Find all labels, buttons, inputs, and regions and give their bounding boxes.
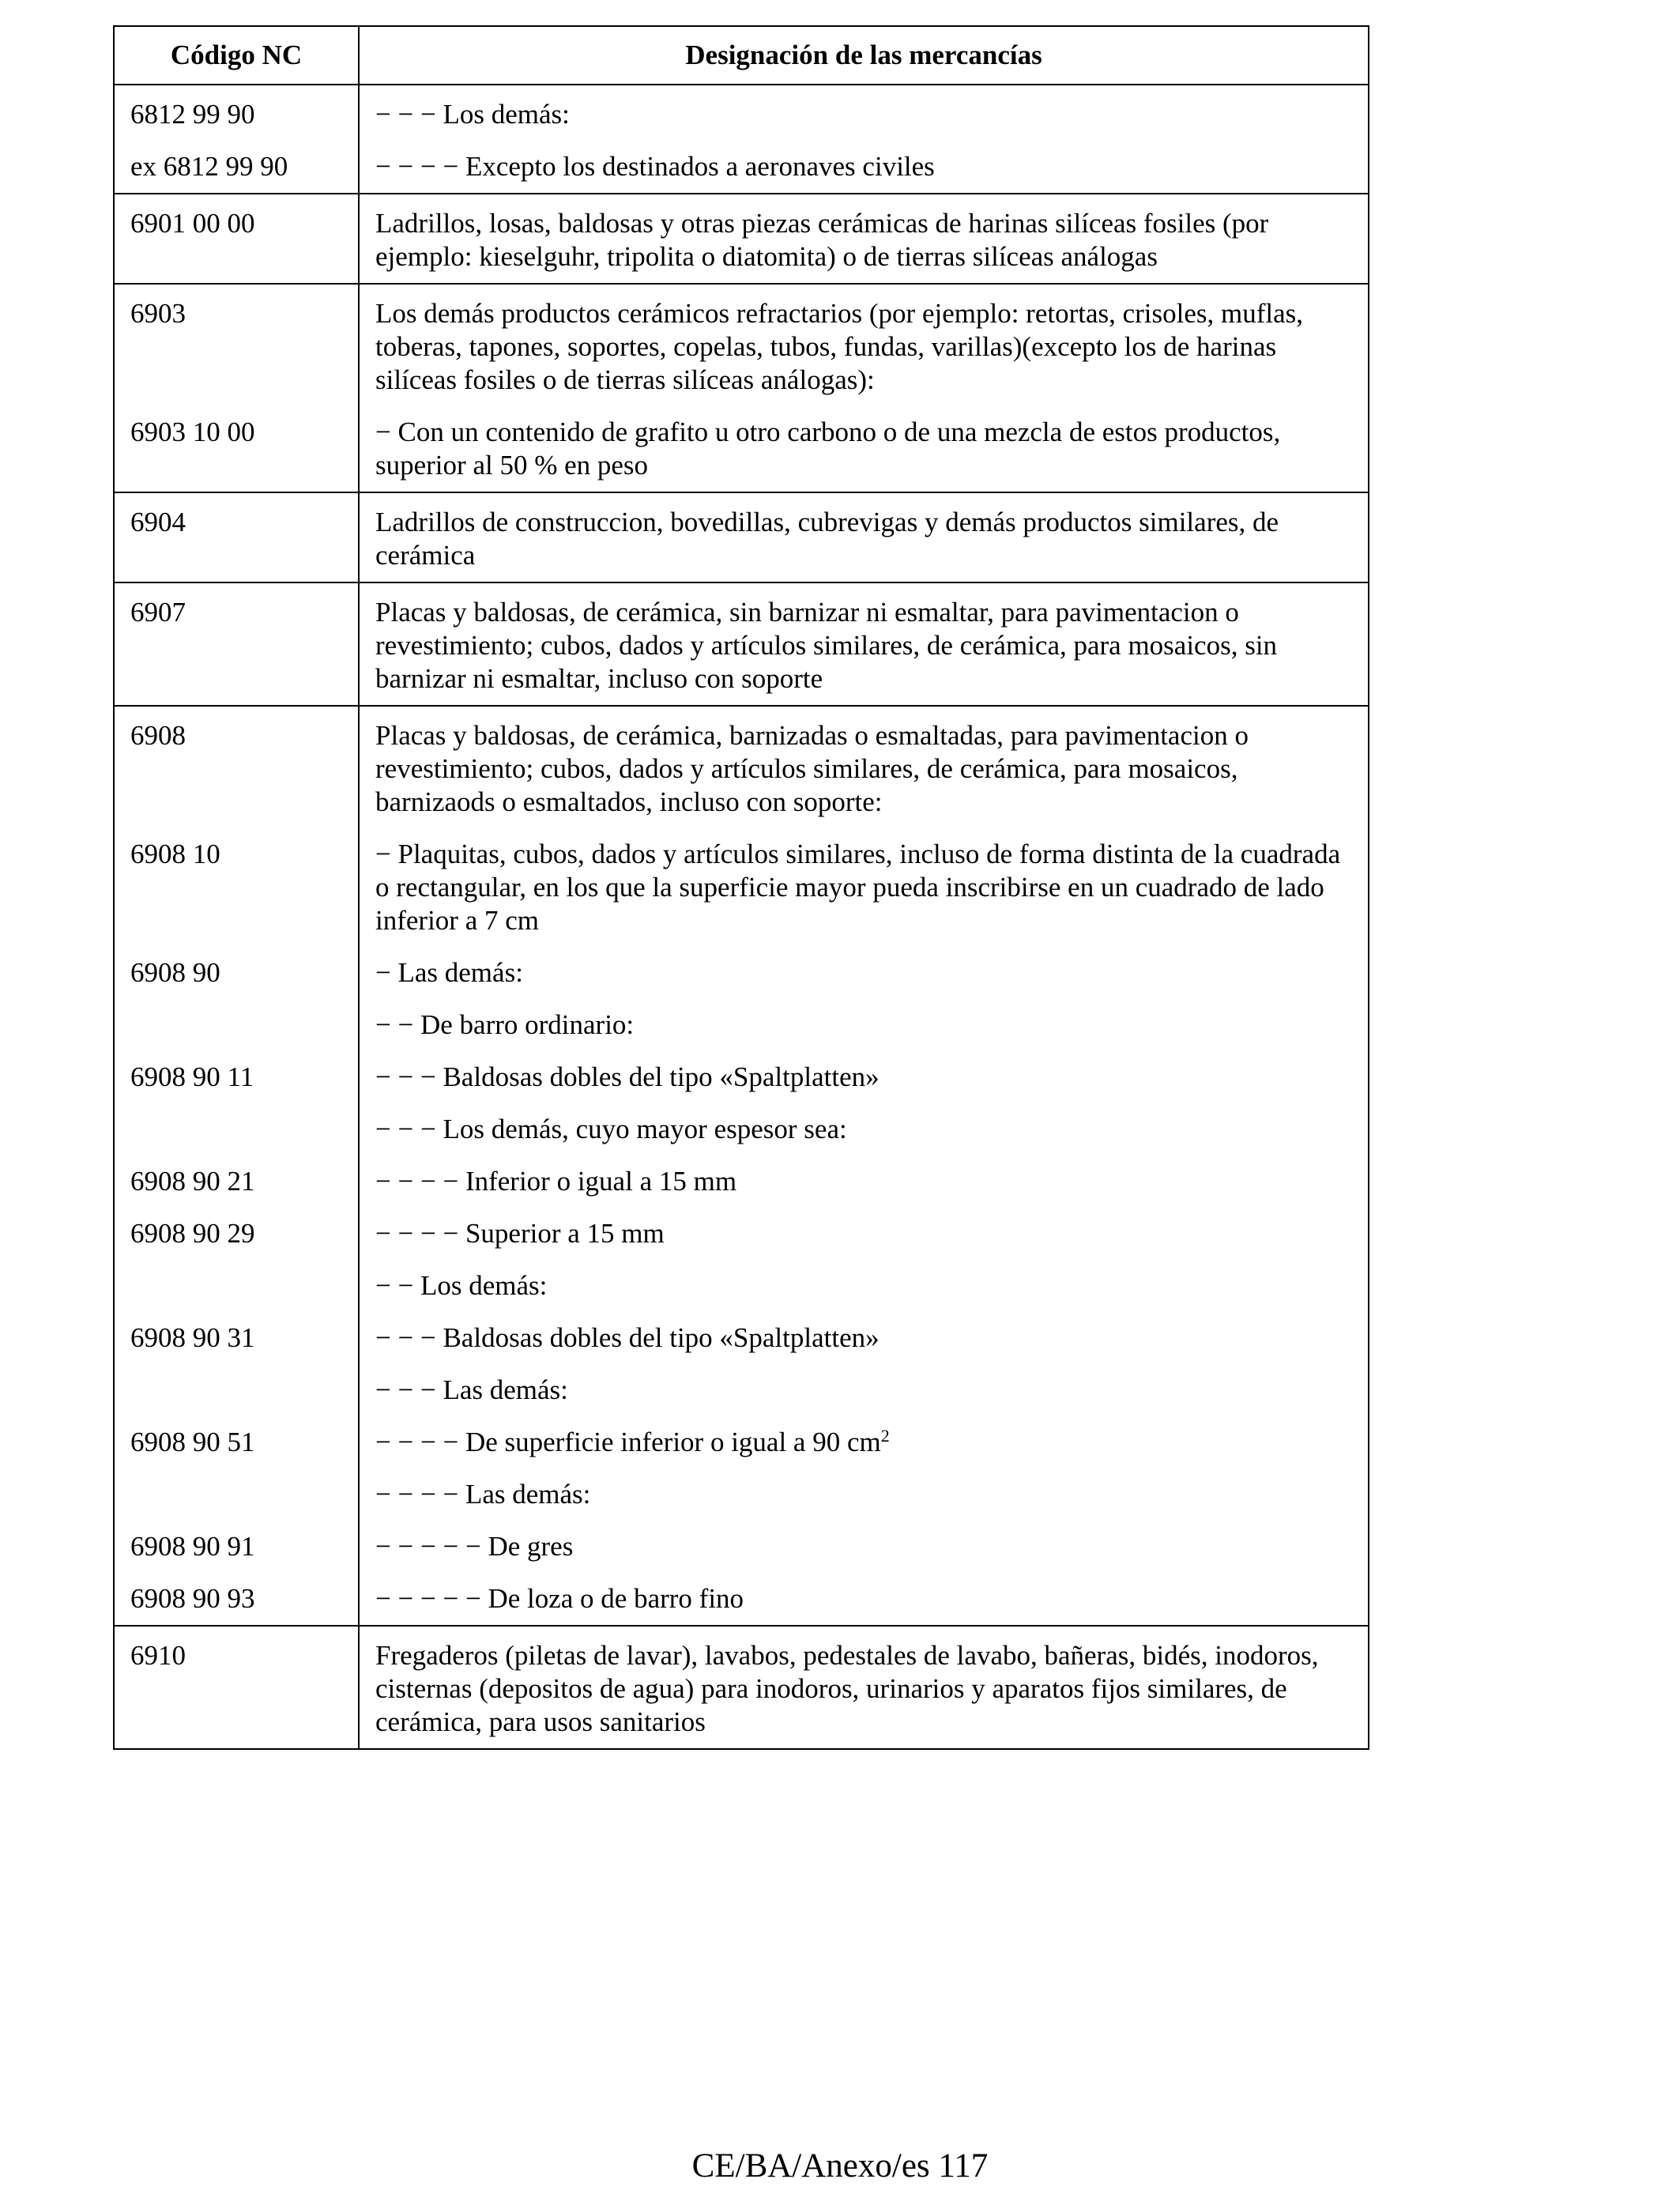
description-cell <box>359 85 1369 141</box>
description-cell <box>359 1208 1369 1260</box>
description-text: − − − Los demás, cuyo mayor espesor sea: <box>375 1114 847 1144</box>
table-row <box>114 999 1369 1051</box>
table-row <box>114 1416 1369 1468</box>
description-cell <box>359 1312 1369 1364</box>
description-text: Ladrillos, losas, baldosas y otras piezas cerámicas de harinas silíceas fosiles (por ejemplo: kieselguhr, tripolita o diatomita) o de tierras silíceas análogas <box>375 208 1269 272</box>
nc-code-cell <box>114 1260 359 1312</box>
description-text: − − De barro ordinario: <box>375 1009 635 1040</box>
table-row <box>114 492 1369 582</box>
unit-superscript: 2 <box>880 1426 890 1446</box>
description-text: − − − − Excepto los destinados a aeronaves civiles <box>375 151 935 182</box>
description-text: − − − − Las demás: <box>375 1479 591 1510</box>
table-row <box>114 1103 1369 1155</box>
nc-code-cell: 6908 90 51 <box>114 1416 359 1468</box>
table-row <box>114 284 1369 406</box>
description-cell <box>359 284 1369 406</box>
table-row <box>114 85 1369 141</box>
description-cell <box>359 406 1369 492</box>
table-row <box>114 1521 1369 1573</box>
description-cell <box>359 1364 1369 1416</box>
description-cell <box>359 492 1369 582</box>
description-text: − − − − Superior a 15 mm <box>375 1218 665 1249</box>
table-row <box>114 1573 1369 1626</box>
description-text: − Plaquitas, cubos, dados y artículos similares, incluso de forma distinta de la cuadrada o rectangular, en los que la superficie mayor pueda inscribirse en un cuadrado de lado inferior a 7 cm <box>375 839 1341 936</box>
nc-code-cell: 6908 90 <box>114 947 359 999</box>
table-row <box>114 1260 1369 1312</box>
nc-code-cell: 6812 99 90 <box>114 85 359 141</box>
description-cell <box>359 999 1369 1051</box>
nc-code-cell: 6910 <box>114 1626 359 1749</box>
description-text: Placas y baldosas, de cerámica, barnizadas o esmaltadas, para pavimentacion o revestimiento; cubos, dados y artículos similares, de cerámica, para mosaicos, barnizaods o esmaltados, incluso con soporte: <box>375 720 1249 817</box>
nc-code-cell: 6908 90 29 <box>114 1208 359 1260</box>
description-text: − − − − Inferior o igual a 15 mm <box>375 1166 737 1197</box>
table-header <box>114 26 1369 85</box>
table-body <box>114 85 1369 1749</box>
description-text: Ladrillos de construccion, bovedillas, cubrevigas y demás productos similares, de cerámica <box>375 507 1279 571</box>
nc-code-cell: 6908 90 91 <box>114 1521 359 1573</box>
description-cell <box>359 1626 1369 1749</box>
description-text: − Con un contenido de grafito u otro carbono o de una mezcla de estos productos, superior al 50 % en peso <box>375 417 1281 481</box>
description-text: − − − − − De gres <box>375 1531 574 1562</box>
table-row <box>114 141 1369 194</box>
description-cell <box>359 1521 1369 1573</box>
description-cell <box>359 141 1369 194</box>
nc-code-cell: 6903 <box>114 284 359 406</box>
table-row <box>114 582 1369 706</box>
description-cell <box>359 1155 1369 1208</box>
table-row <box>114 194 1369 284</box>
description-text: − − − − De superficie inferior o igual a 90 cm <box>375 1427 881 1457</box>
header-description: Designación de las mercancías <box>359 26 1369 85</box>
description-text: − − − Los demás: <box>375 99 570 130</box>
description-text: − − − Baldosas dobles del tipo «Spaltplatten» <box>375 1061 880 1092</box>
page-footer: CE/BA/Anexo/es 117 <box>691 2147 989 2185</box>
nc-code-cell: 6908 10 <box>114 828 359 947</box>
table-row <box>114 1208 1369 1260</box>
description-text: Placas y baldosas, de cerámica, sin barnizar ni esmaltar, para pavimentacion o revestimiento; cubos, dados y artículos similares, de cerámica, para mosaicos, sin barnizar ni esmaltar, incluso con soporte <box>375 597 1278 694</box>
nc-code-cell: 6908 90 93 <box>114 1573 359 1626</box>
nc-code-cell: 6908 90 31 <box>114 1312 359 1364</box>
table-row <box>114 1364 1369 1416</box>
nc-code-cell <box>114 1468 359 1521</box>
description-cell <box>359 1416 1369 1468</box>
table-row <box>114 828 1369 947</box>
nc-codes-table <box>113 25 1369 1750</box>
nc-code-cell: 6908 <box>114 706 359 828</box>
description-cell <box>359 1468 1369 1521</box>
nc-code-cell <box>114 999 359 1051</box>
nc-code-cell: 6907 <box>114 582 359 706</box>
description-cell <box>359 706 1369 828</box>
description-cell <box>359 1103 1369 1155</box>
table-row <box>114 406 1369 492</box>
description-text: Los demás productos cerámicos refractarios (por ejemplo: retortas, crisoles, muflas, toberas, tapones, soportes, copelas, tubos, fundas, varillas)(excepto los de harinas silíceas fosiles o de tierras silíceas análogas): <box>375 298 1304 395</box>
table-row <box>114 1155 1369 1208</box>
description-cell <box>359 828 1369 947</box>
table-row <box>114 1312 1369 1364</box>
description-text: − − − − − De loza o de barro fino <box>375 1583 744 1614</box>
table-row <box>114 947 1369 999</box>
description-text: − − − Las demás: <box>375 1374 568 1405</box>
nc-code-cell <box>114 1103 359 1155</box>
description-cell <box>359 1051 1369 1103</box>
header-code: Código NC <box>114 26 359 85</box>
table-row <box>114 706 1369 828</box>
description-text: − − − Baldosas dobles del tipo «Spaltplatten» <box>375 1322 880 1353</box>
nc-code-cell: 6903 10 00 <box>114 406 359 492</box>
table-row <box>114 1468 1369 1521</box>
nc-code-cell: ex 6812 99 90 <box>114 141 359 194</box>
description-text: Fregaderos (piletas de lavar), lavabos, pedestales de lavabo, bañeras, bidés, inodoros, cisternas (depositos de agua) para inodoros, urinarios y aparatos fijos similares, de cerámica, para usos sanitarios <box>375 1640 1319 1737</box>
nc-code-cell: 6908 90 21 <box>114 1155 359 1208</box>
description-cell <box>359 947 1369 999</box>
description-cell <box>359 1260 1369 1312</box>
nc-code-cell: 6908 90 11 <box>114 1051 359 1103</box>
description-cell <box>359 194 1369 284</box>
header-row <box>114 26 1369 85</box>
description-cell <box>359 1573 1369 1626</box>
nc-code-cell: 6901 00 00 <box>114 194 359 284</box>
description-text: − − Los demás: <box>375 1270 548 1301</box>
description-cell <box>359 582 1369 706</box>
description-text: − Las demás: <box>375 957 523 988</box>
table-row <box>114 1051 1369 1103</box>
nc-code-cell <box>114 1364 359 1416</box>
nc-code-cell: 6904 <box>114 492 359 582</box>
table-row <box>114 1626 1369 1749</box>
